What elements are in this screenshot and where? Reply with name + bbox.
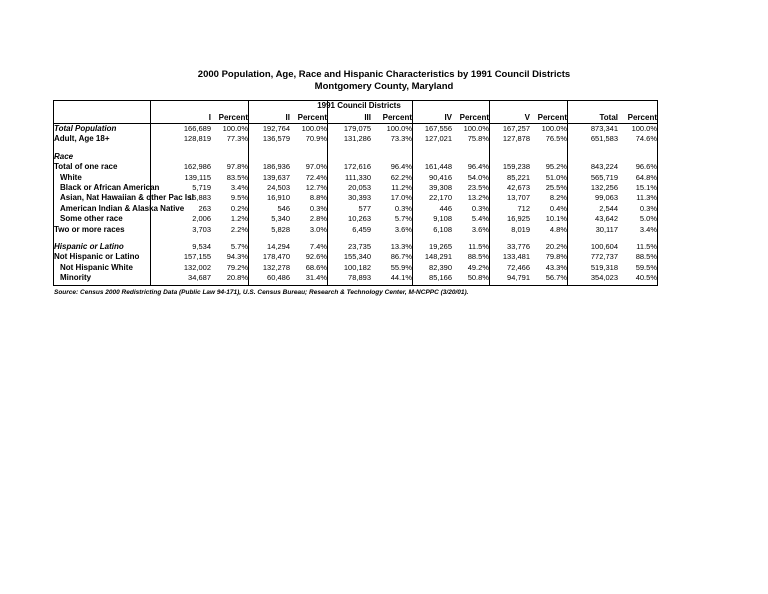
row-label: Hispanic or Latino (54, 242, 124, 251)
table-cell: 161,448 (424, 162, 452, 172)
column-header: I (208, 113, 211, 122)
table-cell: 5.7% (230, 242, 248, 251)
table-cell: 20,053 (348, 183, 371, 192)
column-header: Total (599, 113, 618, 122)
table-cell: 56.7% (545, 273, 567, 283)
table-cell: 651,583 (590, 134, 618, 144)
table-cell: 5,340 (271, 214, 290, 224)
table-cell: 34,687 (188, 273, 211, 283)
table-cell: 16,910 (267, 193, 290, 203)
table-cell: 162,986 (183, 162, 211, 172)
table-cell: 19,265 (429, 242, 452, 251)
table-cell: 72,466 (507, 262, 530, 272)
table-cell: 0.2% (230, 203, 248, 213)
table-cell: 39,308 (429, 183, 452, 192)
table-cell: 22,170 (429, 193, 452, 203)
table-cell: 2,006 (192, 214, 211, 224)
table-cell: 772,737 (590, 252, 618, 262)
table-cell: 5.4% (471, 214, 489, 224)
table-cell: 0.4% (549, 203, 567, 213)
table-cell: 159,238 (502, 162, 530, 172)
table-cell: 64.8% (635, 172, 657, 182)
table-cell: 95.2% (545, 162, 567, 172)
column-header: II (285, 113, 290, 122)
table-cell: 76.5% (545, 134, 567, 144)
table-cell: 20.2% (545, 242, 567, 251)
table-cell: 51.0% (545, 172, 567, 182)
table-cell: 82,390 (429, 262, 452, 272)
title-line-1: 2000 Population, Age, Race and Hispanic Characteristics by 1991 Council Districts (197, 69, 571, 80)
table-cell: 85,221 (507, 172, 530, 182)
table-cell: 3.6% (394, 224, 412, 234)
table-cell: 24,503 (267, 183, 290, 192)
table-cell: 6,108 (433, 224, 452, 234)
table-cell: 263 (198, 203, 211, 213)
group-header: 1991 Council Districts (317, 101, 401, 110)
table-cell: 3.4% (639, 224, 657, 234)
table-cell: 12.7% (305, 183, 327, 192)
table-cell: 11.2% (391, 183, 412, 192)
column-header: Percent (382, 113, 412, 122)
table-cell: 354,023 (590, 273, 618, 283)
row-label: White (60, 172, 82, 182)
table-cell: 172,616 (343, 162, 371, 172)
table-cell: 2.2% (230, 224, 248, 234)
table-cell: 13.3% (390, 242, 412, 251)
table-cell: 131,286 (343, 134, 371, 144)
row-label: Total of one race (54, 162, 118, 172)
table-cell: 2.8% (309, 214, 327, 224)
table-cell: 178,470 (262, 252, 290, 262)
row-label: Not Hispanic or Latino (54, 252, 140, 262)
table-cell: 5.7% (394, 214, 412, 224)
table-cell: 14,294 (267, 242, 290, 251)
table-cell: 2,544 (599, 203, 618, 213)
table-cell: 148,291 (424, 252, 452, 262)
table-cell: 83.5% (226, 172, 248, 182)
table-cell: 40.5% (635, 273, 657, 283)
table-cell: 43,642 (595, 214, 618, 224)
table-cell: 15.1% (635, 183, 657, 192)
table-cell: 59.5% (635, 262, 657, 272)
table-cell: 111,330 (345, 172, 371, 182)
table-cell: 9.5% (230, 193, 248, 203)
table-cell: 132,256 (590, 183, 618, 192)
table-cell: 49.2% (467, 262, 489, 272)
table-cell: 15,883 (188, 193, 211, 203)
table-cell: 97.8% (226, 162, 248, 172)
table-cell: 128,819 (183, 134, 211, 144)
row-label: Not Hispanic White (60, 262, 133, 272)
table-cell: 50.8% (467, 273, 489, 283)
column-header: V (524, 113, 530, 122)
column-header: Percent (297, 113, 327, 122)
table-cell: 136,579 (262, 134, 290, 144)
table-cell: 94,791 (507, 273, 530, 283)
table-cell: 6,459 (352, 224, 371, 234)
table-cell: 139,637 (262, 172, 290, 182)
table-cell: 85,166 (429, 273, 452, 283)
table-cell: 42,673 (507, 183, 530, 192)
table-cell: 20.8% (226, 273, 248, 283)
table-cell: 99,063 (595, 193, 618, 203)
table-cell: 577 (358, 203, 371, 213)
table-cell: 88.5% (635, 252, 657, 262)
table-cell: 88.5% (467, 252, 489, 262)
table-cell: 127,021 (424, 134, 452, 144)
table-cell: 7.4% (309, 242, 327, 251)
table-cell: 55.9% (390, 262, 412, 272)
table-cell: 90,416 (429, 172, 452, 182)
table-cell: 13,707 (507, 193, 530, 203)
row-label: Minority (60, 273, 92, 283)
table-cell: 179,075 (343, 124, 371, 133)
title-line-2: Montgomery County, Maryland (314, 81, 454, 92)
table-cell: 192,764 (262, 124, 290, 133)
row-label: Race (54, 151, 74, 161)
table-cell: 546 (277, 203, 290, 213)
table-cell: 5.0% (639, 214, 657, 224)
table-cell: 3.6% (471, 224, 489, 234)
table-cell: 519,318 (590, 262, 618, 272)
table-cell: 9,108 (433, 214, 452, 224)
table-cell: 9,534 (192, 242, 211, 251)
table-cell: 30,393 (348, 193, 371, 203)
table-cell: 139,115 (184, 172, 211, 182)
row-label: Adult, Age 18+ (54, 134, 110, 144)
column-header: Percent (218, 113, 248, 122)
table-cell: 11.5% (468, 242, 489, 251)
table-cell: 8,019 (511, 224, 530, 234)
table-cell: 100.0% (301, 124, 327, 133)
table-cell: 75.8% (467, 134, 489, 144)
table-cell: 92.6% (305, 252, 327, 262)
table-cell: 8.2% (549, 193, 567, 203)
table-cell: 31.4% (305, 273, 327, 283)
table-cell: 77.3% (226, 134, 248, 144)
table-cell: 74.6% (635, 134, 657, 144)
table-cell: 843,224 (590, 162, 618, 172)
table-cell: 97.0% (305, 162, 327, 172)
table-cell: 96.6% (635, 162, 657, 172)
table-cell: 100,604 (590, 242, 618, 251)
table-cell: 11.3% (636, 193, 657, 203)
table-cell: 167,556 (424, 124, 452, 133)
table-cell: 73.3% (390, 134, 412, 144)
table-cell: 0.3% (639, 203, 657, 213)
table-cell: 3,703 (192, 224, 211, 234)
column-header: IV (444, 113, 452, 122)
column-header: Percent (459, 113, 489, 122)
row-label: American Indian & Alaska Native (60, 203, 185, 213)
column-header: III (364, 113, 371, 122)
table-cell: 5,828 (271, 224, 290, 234)
table-cell: 100.0% (463, 124, 489, 133)
table-cell: 100,182 (343, 262, 371, 272)
data-table (53, 100, 658, 286)
table-cell: 94.3% (226, 252, 248, 262)
table-cell: 155,340 (343, 252, 371, 262)
table-cell: 16,925 (507, 214, 530, 224)
table-cell: 10.1% (545, 214, 567, 224)
table-cell: 68.6% (305, 262, 327, 272)
table-cell: 3.4% (230, 183, 248, 192)
table-cell: 43.3% (545, 262, 567, 272)
table-cell: 166,689 (183, 124, 211, 133)
table-cell: 33,776 (507, 242, 530, 251)
table-cell: 79.8% (545, 252, 567, 262)
table-cell: 70.9% (305, 134, 327, 144)
row-label: Asian, Nat Hawaiian & other Pac Isl (60, 193, 194, 203)
table-cell: 0.3% (309, 203, 327, 213)
table-cell: 79.2% (226, 262, 248, 272)
table-cell: 0.3% (471, 203, 489, 213)
table-cell: 72.4% (305, 172, 327, 182)
source-footnote: Source: Census 2000 Redistricting Data (Public Law 94-171), U.S. Census Bureau; Research & Technology Center, M-NCPPC (3/20/01). (54, 289, 469, 296)
table-cell: 446 (439, 203, 452, 213)
table-cell: 96.4% (390, 162, 412, 172)
column-header: Percent (537, 113, 567, 122)
table-cell: 132,002 (183, 262, 211, 272)
table-cell: 100.0% (541, 124, 567, 133)
table-cell: 1.2% (230, 214, 248, 224)
row-label: Total Population (54, 124, 117, 133)
table-cell: 167,257 (502, 124, 530, 133)
table-cell: 23,735 (348, 242, 371, 251)
table-cell: 13.2% (467, 193, 489, 203)
table-cell: 133,481 (502, 252, 530, 262)
table-cell: 712 (517, 203, 530, 213)
table-cell: 565,719 (590, 172, 618, 182)
table-cell: 30,117 (595, 224, 618, 234)
column-header: Percent (627, 113, 657, 122)
table-cell: 100.0% (386, 124, 412, 133)
table-cell: 17.0% (390, 193, 412, 203)
table-cell: 78,893 (348, 273, 371, 283)
table-cell: 5,719 (192, 183, 211, 192)
table-cell: 62.2% (390, 172, 412, 182)
table-cell: 44.1% (390, 273, 412, 283)
table-cell: 23.5% (467, 183, 489, 192)
table-cell: 157,155 (183, 252, 211, 262)
table-cell: 186,936 (262, 162, 290, 172)
report-title (0, 69, 768, 93)
table-cell: 100.0% (222, 124, 248, 133)
row-label: Black or African American (60, 183, 160, 192)
table-cell: 127,878 (502, 134, 530, 144)
table-cell: 10,263 (348, 214, 371, 224)
table-cell: 3.0% (309, 224, 327, 234)
table-cell: 11.5% (636, 242, 657, 251)
table-cell: 8.8% (309, 193, 327, 203)
table-cell: 100.0% (631, 124, 657, 133)
table-cell: 60,486 (267, 273, 290, 283)
table-cell: 873,341 (590, 124, 618, 133)
row-label: Some other race (60, 214, 123, 224)
table-cell: 25.5% (545, 183, 567, 192)
table-cell: 0.3% (394, 203, 412, 213)
row-label: Two or more races (54, 224, 125, 234)
table-cell: 4.8% (549, 224, 567, 234)
table-cell: 54.0% (467, 172, 489, 182)
table-cell: 132,278 (262, 262, 290, 272)
table-cell: 86.7% (390, 252, 412, 262)
table-cell: 96.4% (467, 162, 489, 172)
